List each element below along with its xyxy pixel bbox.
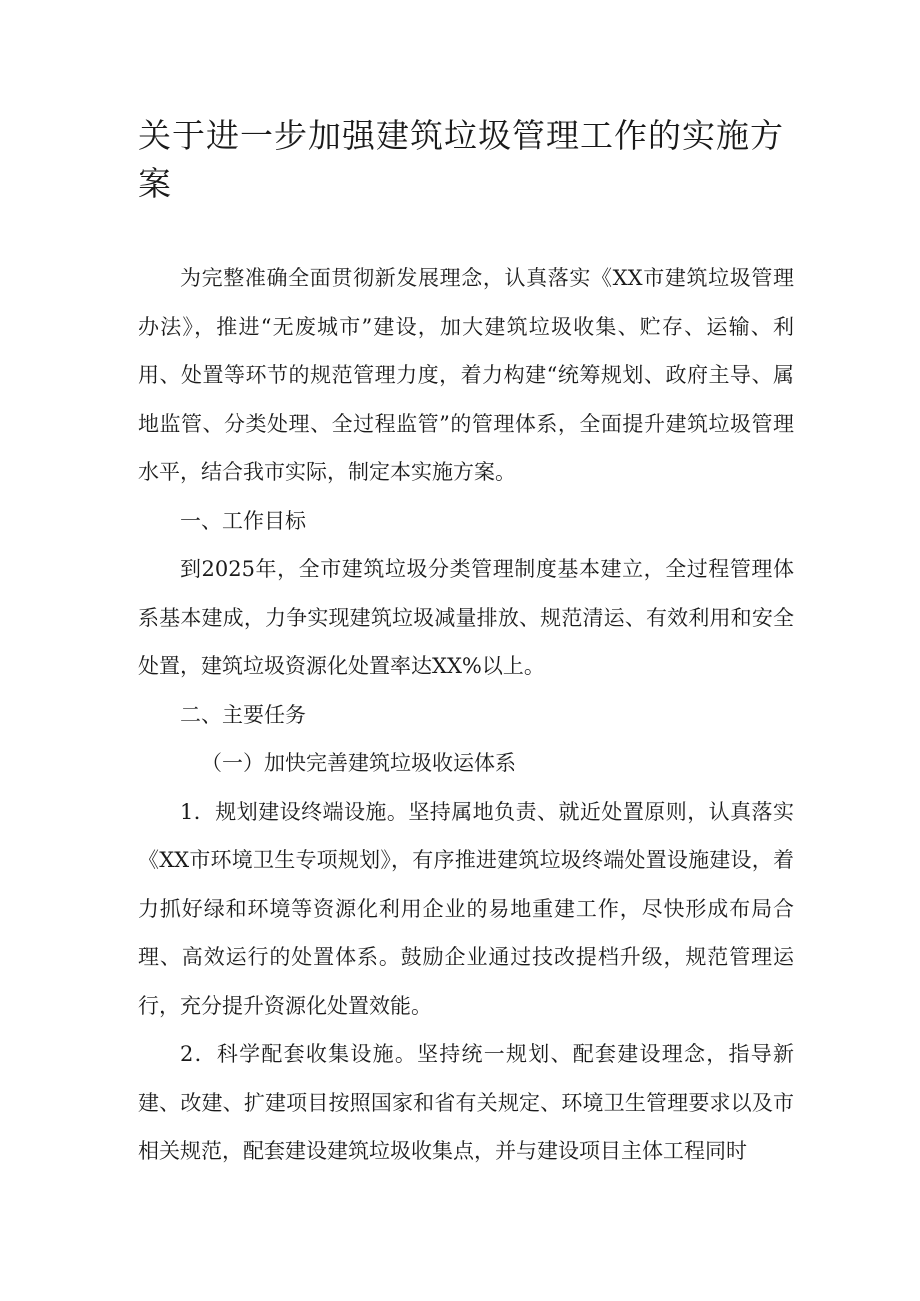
- document-body: [138, 254, 794, 1176]
- task-item-1: 1．规划建设终端设施。坚持属地负责、就近处置原则，认真落实《XX市环境卫生专项规划》，有序推进建筑垃圾终端处置设施建设，着力抓好绿和环境等资源化利用企业的易地重建工作，尽快形成布局合理、高效运行的处置体系。鼓励企业通过技改提档升级，规范管理运行，充分提升资源化处置效能。: [138, 799, 794, 1018]
- task-item-2: 2．科学配套收集设施。坚持统一规划、配套建设理念，指导新建、改建、扩建项目按照国家和省有关规定、环境卫生管理要求以及市相关规范，配套建设建筑垃圾收集点，并与建设项目主体工程同时: [138, 1042, 794, 1163]
- goals-paragraph: 到2025年，全市建筑垃圾分类管理制度基本建立，全过程管理体系基本建成，力争实现建筑垃圾减量排放、规范清运、有效利用和安全处置，建筑垃圾资源化处置率达XX%以上。: [138, 557, 794, 678]
- intro-paragraph: 为完整准确全面贯彻新发展理念，认真落实《XX市建筑垃圾管理办法》，推进“无废城市”建设，加大建筑垃圾收集、贮存、运输、利用、处置等环节的规范管理力度，着力构建“统筹规划、政府主导、属地监管、分类处理、全过程监管”的管理体系，全面提升建筑垃圾管理水平，结合我市实际，制定本实施方案。: [138, 266, 794, 484]
- subsection-heading-collection: （一）加快完善建筑垃圾收运体系: [201, 751, 516, 775]
- section-heading-goals: 一、工作目标: [180, 508, 306, 533]
- document-title: 关于进一步加强建筑垃圾管理工作的实施方案: [138, 116, 784, 203]
- section-heading-tasks: 二、主要任务: [180, 702, 306, 727]
